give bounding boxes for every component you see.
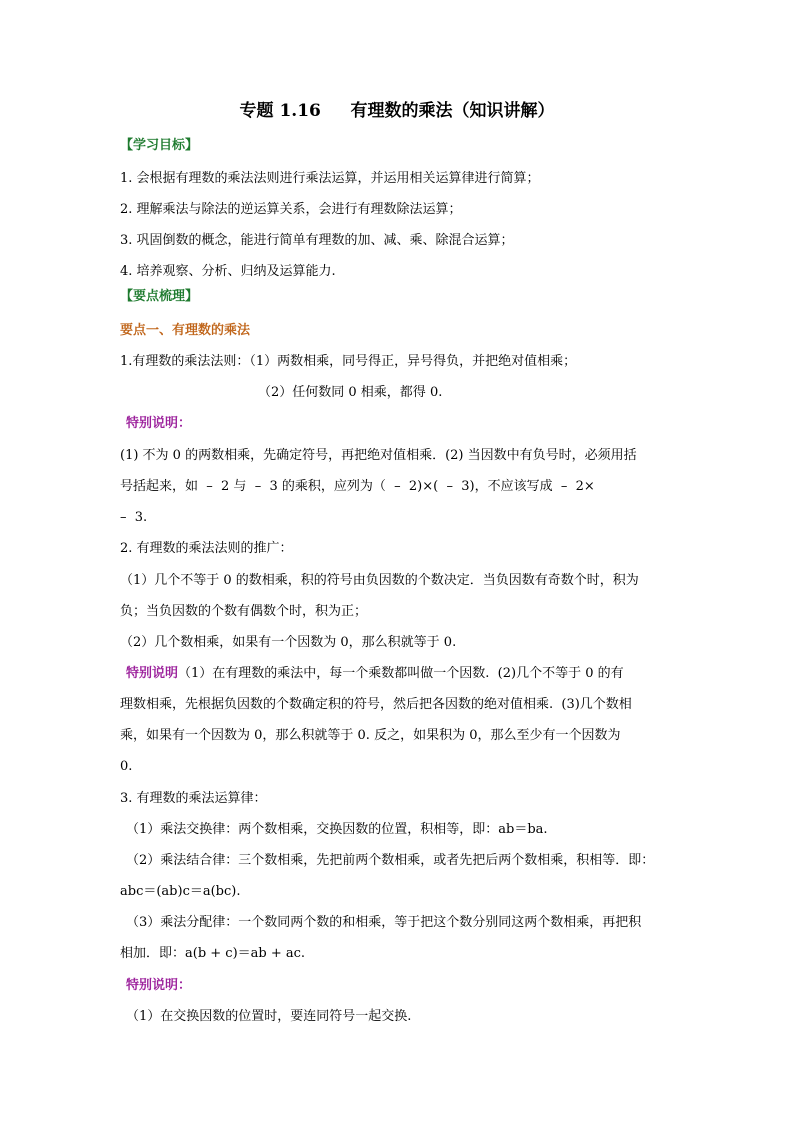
goal-item-4: 4. 培养观察、分析、归纳及运算能力. — [120, 264, 336, 279]
rule-1-line-a: 1.有理数的乘法法则：（1）两数相乘，同号得正，异号得负，并把绝对值相乘； — [120, 354, 577, 369]
section-heading-points: 【要点梳理】 — [120, 289, 199, 304]
special-note-label-1: 特别说明： — [126, 416, 192, 431]
note-1-line-2: 号括起来，如 – 2 与 – 3 的乘积，应列为（ – 2)×( – 3)，不应该写成 – 2× — [120, 479, 595, 494]
goal-item-3: 3. 巩固倒数的概念，能进行简单有理数的加、减、乘、除混合运算； — [120, 233, 514, 248]
note-2-line-4: 0. — [120, 759, 133, 774]
rule-2-heading: 2. 有理数的乘法法则的推广： — [120, 541, 293, 556]
point-one-heading: 要点一、有理数的乘法 — [120, 323, 251, 338]
special-note-label-2: 特别说明 — [126, 666, 179, 681]
rule-2-1-line-2: 负；当负因数的个数有偶数个时，积为正； — [120, 604, 368, 619]
law-commutative: （1）乘法交换律：两个数相乘，交换因数的位置，积相等，即：ab＝ba. — [126, 822, 548, 837]
rule-2-2: （2）几个数相乘，如果有一个因数为 0，那么积就等于 0. — [120, 635, 457, 650]
goal-item-2: 2. 理解乘法与除法的逆运算关系，会进行有理数除法运算； — [120, 202, 462, 217]
goal-item-1: 1. 会根据有理数的乘法法则进行乘法运算，并运用相关运算律进行简算； — [120, 171, 540, 186]
page-title: 专题 1.16 有理数的乘法（知识讲解） — [239, 101, 555, 121]
note-2-line-1: （1）在有理数的乘法中，每一个乘数都叫做一个因数. (2)几个不等于 0 的有 — [178, 666, 624, 681]
law-associative-line-1: （2）乘法结合律：三个数相乘，先把前两个数相乘，或者先把后两个数相乘，积相等．即： — [126, 853, 655, 868]
rule-3-heading: 3. 有理数的乘法运算律： — [120, 791, 267, 806]
special-note-label-3: 特别说明： — [126, 978, 192, 993]
note-1-line-3: – 3. — [120, 510, 148, 525]
law-associative-line-2: abc＝(ab)c＝a(bc). — [120, 884, 241, 899]
note-3: （1）在交换因数的位置时，要连同符号一起交换. — [126, 1009, 412, 1024]
law-distributive-line-2: 相加．即：a(b + c)＝ab + ac. — [120, 946, 306, 961]
note-2-line-2: 理数相乘，先根据负因数的个数确定积的符号，然后把各因数的绝对值相乘. (3)几个数相 — [120, 697, 632, 712]
note-2-line-3: 乘，如果有一个因数为 0，那么积就等于 0. 反之，如果积为 0，那么至少有一个因数为 — [120, 728, 621, 743]
note-1-line-1: (1) 不为 0 的两数相乘，先确定符号，再把绝对值相乘．(2) 当因数中有负号时，必须用括 — [120, 448, 637, 463]
law-distributive-line-1: （3）乘法分配律：一个数同两个数的和相乘，等于把这个数分别同这两个数相乘，再把积 — [126, 915, 642, 930]
rule-1-line-b: （2）任何数同 0 相乘，都得 0. — [258, 385, 443, 400]
rule-2-1-line-1: （1）几个不等于 0 的数相乘，积的符号由负因数的个数决定．当负因数有奇数个时，积为 — [120, 573, 639, 588]
note-2-line-1-row — [126, 665, 624, 683]
section-heading-goals: 【学习目标】 — [120, 138, 199, 153]
